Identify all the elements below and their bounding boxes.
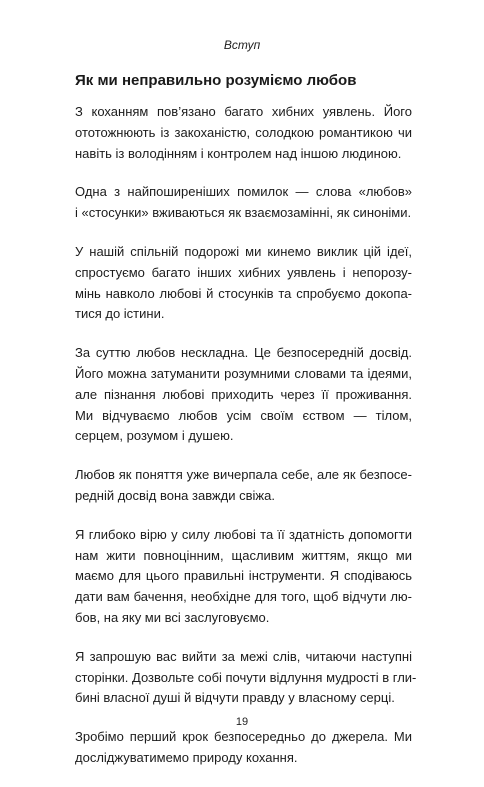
text-line: Я глибоко вірю у силу любові та її здатність допомогти (75, 526, 412, 542)
paragraph (75, 525, 412, 629)
text-line: мінь навколо любові й стосунків та спробуємо докопа- (75, 285, 412, 301)
paragraph (75, 242, 412, 325)
text-line: У нашій спільній подорожі ми кинемо виклик цій ідеї, (75, 243, 412, 259)
paragraph (75, 647, 417, 709)
text-line: Я запрошую вас вийти за межі слів, читаючи наступні (75, 648, 412, 664)
paragraph (75, 102, 412, 164)
paragraph (75, 343, 412, 447)
text-line: дати вам бачення, необхідне для того, щоб відчути лю- (75, 589, 412, 605)
paragraph (75, 727, 412, 769)
text-line: навіть із володінням і контролем над іншою людиною. (75, 145, 402, 161)
text-line: маємо для цього правильні інструменти. Я сподіваюсь (75, 568, 412, 584)
text-line: тися до істини. (75, 306, 165, 322)
text-line: Любов як поняття уже вичерпала себе, але як безпосе- (75, 467, 412, 483)
page-number: 19 (235, 716, 249, 728)
text-line: Ми відчуваємо любов усім своїм єством — тілом, (75, 407, 412, 423)
text-line: ототожнюють із закоханістю, солодкою романтикою чи (75, 124, 412, 140)
text-line: і «стосунки» вживаються як взаємозамінні, як синоніми. (75, 205, 412, 221)
text-line: За суттю любов нескладна. Це безпосередній досвід. (75, 345, 412, 361)
text-line: Його можна затуманити розумними словами та ідеями, (75, 365, 412, 381)
paragraph (75, 465, 412, 507)
text-line: спростуємо багато інших хибних уявлень і непорозу- (75, 264, 412, 280)
text-line: нам жити повноцінним, щасливим життям, якщо ми (75, 547, 412, 563)
text-line: З коханням пов’язано багато хибних уявлень. Його (75, 104, 412, 119)
text-line: редній досвід вона завжди свіжа. (75, 487, 275, 503)
body-text (75, 102, 417, 787)
text-line: але пізнання любові приходить через її проживання. (75, 386, 412, 402)
paragraph (75, 182, 412, 224)
text-line: бов, на яку ми всі заслуговуємо. (75, 609, 270, 625)
running-header: Вступ (223, 38, 261, 52)
text-line: бині власної душі й відчути правду у власному серці. (75, 690, 395, 706)
section-heading: Як ми неправильно розуміємо любов (75, 72, 357, 89)
text-line: Одна з найпоширеніших помилок — слова «любов» (75, 184, 412, 200)
text-line: серцем, розумом і душею. (75, 428, 234, 444)
text-line: сторінки. Дозвольте собі почути відлуння мудрості в гли- (75, 669, 417, 685)
text-line: досліджуватимемо природу кохання. (75, 749, 298, 765)
text-line: Зробімо перший крок безпосередньо до джерела. Ми (75, 729, 412, 745)
